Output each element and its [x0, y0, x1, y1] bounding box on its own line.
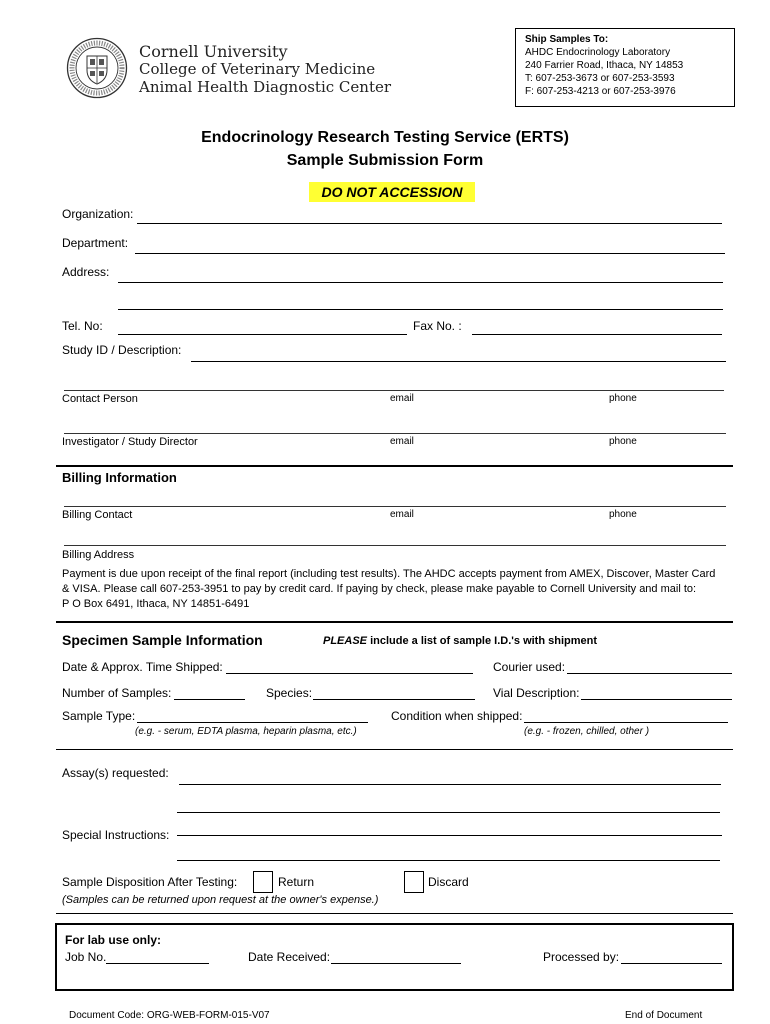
- billing-phone-label: phone: [609, 509, 637, 520]
- billing-address-field[interactable]: [64, 545, 726, 546]
- processed-by-label: Processed by:: [543, 950, 620, 964]
- return-checkbox[interactable]: [253, 871, 273, 893]
- logo-college-name: College of Veterinary Medicine: [139, 60, 376, 78]
- assays-field-line1[interactable]: [179, 784, 721, 785]
- payment-text-line2: & VISA. Please call 607-253-3951 to pay by credit card. If paying by check, please make payable to Cornell University and mail to:: [62, 583, 697, 595]
- sample-type-field[interactable]: [137, 722, 368, 723]
- billing-section-divider: [56, 465, 733, 467]
- job-no-label: Job No.: [65, 950, 107, 964]
- address-field-line1[interactable]: [118, 282, 723, 283]
- disposition-note: (Samples can be returned upon request at the owner's expense.): [62, 894, 379, 906]
- species-field[interactable]: [313, 699, 475, 700]
- ship-heading: Ship Samples To:: [525, 34, 609, 45]
- sample-type-label: Sample Type:: [62, 709, 136, 723]
- please-emphasis: PLEASE: [323, 635, 368, 647]
- sample-type-hint: (e.g. - serum, EDTA plasma, heparin plasma, etc.): [135, 726, 357, 737]
- ship-fax: F: 607-253-4213 or 607-253-3976: [525, 86, 676, 97]
- lab-section-divider: [56, 913, 733, 914]
- contact-email-label: email: [390, 393, 414, 404]
- ship-samples-box: [515, 28, 735, 107]
- return-label: Return: [278, 875, 315, 889]
- tel-label: Tel. No:: [62, 319, 103, 333]
- investigator-phone-label: phone: [609, 436, 637, 447]
- special-instructions-field-line1[interactable]: [177, 835, 722, 836]
- specimen-section-divider: [56, 621, 733, 623]
- payment-text-line3: P O Box 6491, Ithaca, NY 14851-6491: [62, 598, 250, 610]
- condition-label: Condition when shipped:: [391, 709, 523, 723]
- contact-phone-label: phone: [609, 393, 637, 404]
- address-label: Address:: [62, 265, 110, 279]
- end-of-document: End of Document: [625, 1010, 703, 1021]
- logo-center-name: Animal Health Diagnostic Center: [139, 78, 392, 96]
- condition-field[interactable]: [524, 722, 728, 723]
- job-no-field[interactable]: [106, 963, 209, 964]
- species-label: Species:: [266, 686, 313, 700]
- date-shipped-label: Date & Approx. Time Shipped:: [62, 660, 223, 674]
- specimen-heading: Specimen Sample Information: [62, 632, 263, 648]
- organization-label: Organization:: [62, 207, 134, 221]
- document-code: Document Code: ORG-WEB-FORM-015-V07: [69, 1010, 270, 1021]
- investigator-label: Investigator / Study Director: [62, 436, 198, 448]
- payment-text-line1: Payment is due upon receipt of the final report (including test results). The AHDC accepts payment from AMEX, Discover, Master Card: [62, 568, 716, 580]
- study-field[interactable]: [191, 361, 726, 362]
- ship-street: 240 Farrier Road, Ithaca, NY 14853: [525, 60, 684, 71]
- please-instruction: include a list of sample I.D.'s with shipment: [370, 635, 598, 647]
- date-shipped-field[interactable]: [226, 673, 473, 674]
- date-received-field[interactable]: [331, 963, 461, 964]
- assay-section-divider: [56, 749, 733, 750]
- cornell-seal-logo: [66, 37, 128, 99]
- courier-field[interactable]: [567, 673, 732, 674]
- billing-contact-label: Billing Contact: [62, 509, 133, 521]
- courier-label: Courier used:: [493, 660, 566, 674]
- processed-by-field[interactable]: [621, 963, 722, 964]
- billing-contact-field[interactable]: [64, 506, 726, 507]
- contact-person-field[interactable]: [64, 390, 724, 391]
- billing-email-label: email: [390, 509, 414, 520]
- assays-label: Assay(s) requested:: [62, 766, 169, 780]
- fax-label: Fax No. :: [413, 319, 462, 333]
- contact-person-label: Contact Person: [62, 393, 138, 405]
- investigator-email-label: email: [390, 436, 414, 447]
- do-not-accession-banner: DO NOT ACCESSION: [309, 182, 475, 202]
- num-samples-field[interactable]: [174, 699, 245, 700]
- ship-lab-name: AHDC Endocrinology Laboratory: [525, 47, 671, 58]
- condition-hint: (e.g. - frozen, chilled, other ): [524, 726, 650, 737]
- form-title: Endocrinology Research Testing Service (ERTS): [201, 129, 569, 146]
- address-field-line2[interactable]: [118, 309, 723, 310]
- study-label: Study ID / Description:: [62, 343, 182, 357]
- department-field[interactable]: [135, 253, 725, 254]
- organization-field[interactable]: [137, 223, 722, 224]
- lab-use-heading: For lab use only:: [65, 933, 162, 947]
- special-instructions-label: Special Instructions:: [62, 828, 170, 842]
- disposition-label: Sample Disposition After Testing:: [62, 875, 238, 889]
- logo-university-name: Cornell University: [139, 42, 288, 61]
- special-instructions-field-line2[interactable]: [177, 860, 720, 861]
- discard-label: Discard: [428, 875, 469, 889]
- billing-heading: Billing Information: [62, 470, 177, 485]
- fax-field[interactable]: [472, 334, 722, 335]
- form-subtitle: Sample Submission Form: [286, 152, 484, 169]
- billing-address-label: Billing Address: [62, 549, 135, 561]
- vial-field[interactable]: [581, 699, 732, 700]
- tel-field[interactable]: [118, 334, 407, 335]
- vial-label: Vial Description:: [493, 686, 580, 700]
- discard-checkbox[interactable]: [404, 871, 424, 893]
- assays-field-line2[interactable]: [177, 812, 720, 813]
- investigator-field[interactable]: [64, 433, 726, 434]
- ship-phone: T: 607-253-3673 or 607-253-3593: [525, 73, 675, 84]
- date-received-label: Date Received:: [248, 950, 331, 964]
- department-label: Department:: [62, 236, 129, 250]
- num-samples-label: Number of Samples:: [62, 686, 172, 700]
